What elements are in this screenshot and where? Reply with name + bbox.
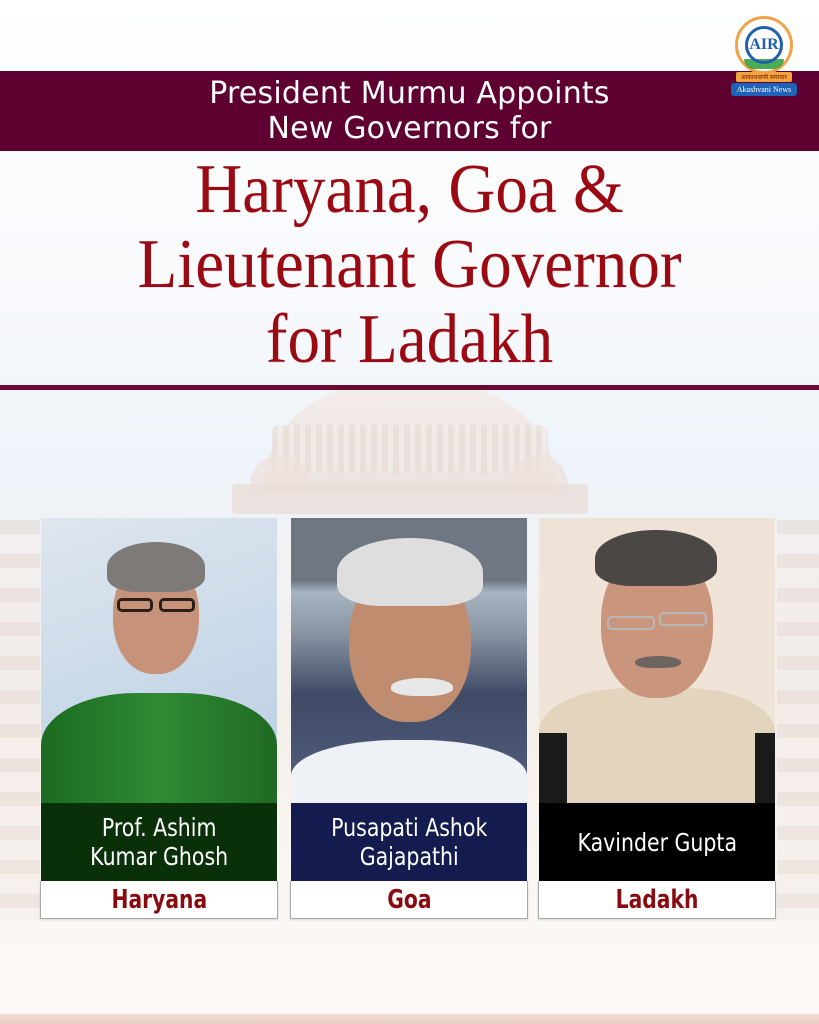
appointee-state: Haryana [40, 881, 278, 919]
appointee-card-haryana [41, 518, 277, 919]
appointee-state: Ladakh [538, 881, 776, 919]
glasses-icon [159, 598, 195, 612]
appointee-name: Prof. Ashim Kumar Ghosh [41, 803, 277, 881]
person-body-shape [41, 693, 277, 803]
chhatri-left-shape [250, 455, 310, 495]
headline [29, 152, 791, 377]
headline-line-2: Lieutenant Governor [137, 226, 682, 303]
glasses-icon [607, 616, 655, 630]
banner-line-1: President Murmu Appoints [209, 76, 610, 111]
akashvani-news-logo [722, 16, 806, 96]
appointee-name: Pusapati Ashok Gajapathi [291, 803, 527, 881]
bottom-band [0, 1014, 819, 1024]
appointee-card-goa [291, 518, 527, 919]
headline-line-3: for Ladakh [265, 301, 554, 378]
portrait-photo [41, 518, 277, 803]
air-emblem-icon [735, 16, 793, 74]
person-body-shape [291, 740, 527, 803]
dome-shape [262, 385, 558, 495]
person-body-shape [539, 688, 775, 803]
dome-base-shape [232, 484, 588, 514]
glasses-icon [659, 612, 707, 626]
person-hair-shape [337, 538, 483, 606]
dome-drum-shape [272, 425, 548, 473]
portrait-photo [291, 518, 527, 803]
air-monogram: AIR [745, 26, 783, 64]
building-wing-right [777, 520, 819, 920]
mustache-shape [391, 678, 453, 696]
headline-divider [0, 385, 819, 390]
glasses-icon [117, 598, 153, 612]
portrait-photo [539, 518, 775, 803]
person-hair-shape [595, 530, 717, 586]
chhatri-right-shape [508, 455, 568, 495]
mustache-shape [635, 656, 681, 668]
building-wing-left [0, 520, 40, 920]
appointee-state: Goa [290, 881, 528, 919]
logo-hindi-ribbon: आकाशवाणी समाचार [736, 72, 792, 82]
header-banner [0, 71, 819, 151]
appointee-name: Kavinder Gupta [539, 803, 775, 881]
banner-line-2: New Governors for [267, 111, 552, 146]
headline-line-1: Haryana, Goa & [195, 151, 624, 228]
appointee-card-ladakh [539, 518, 775, 919]
person-hair-shape [107, 542, 205, 592]
logo-name-label: Akashvani News [731, 83, 797, 96]
